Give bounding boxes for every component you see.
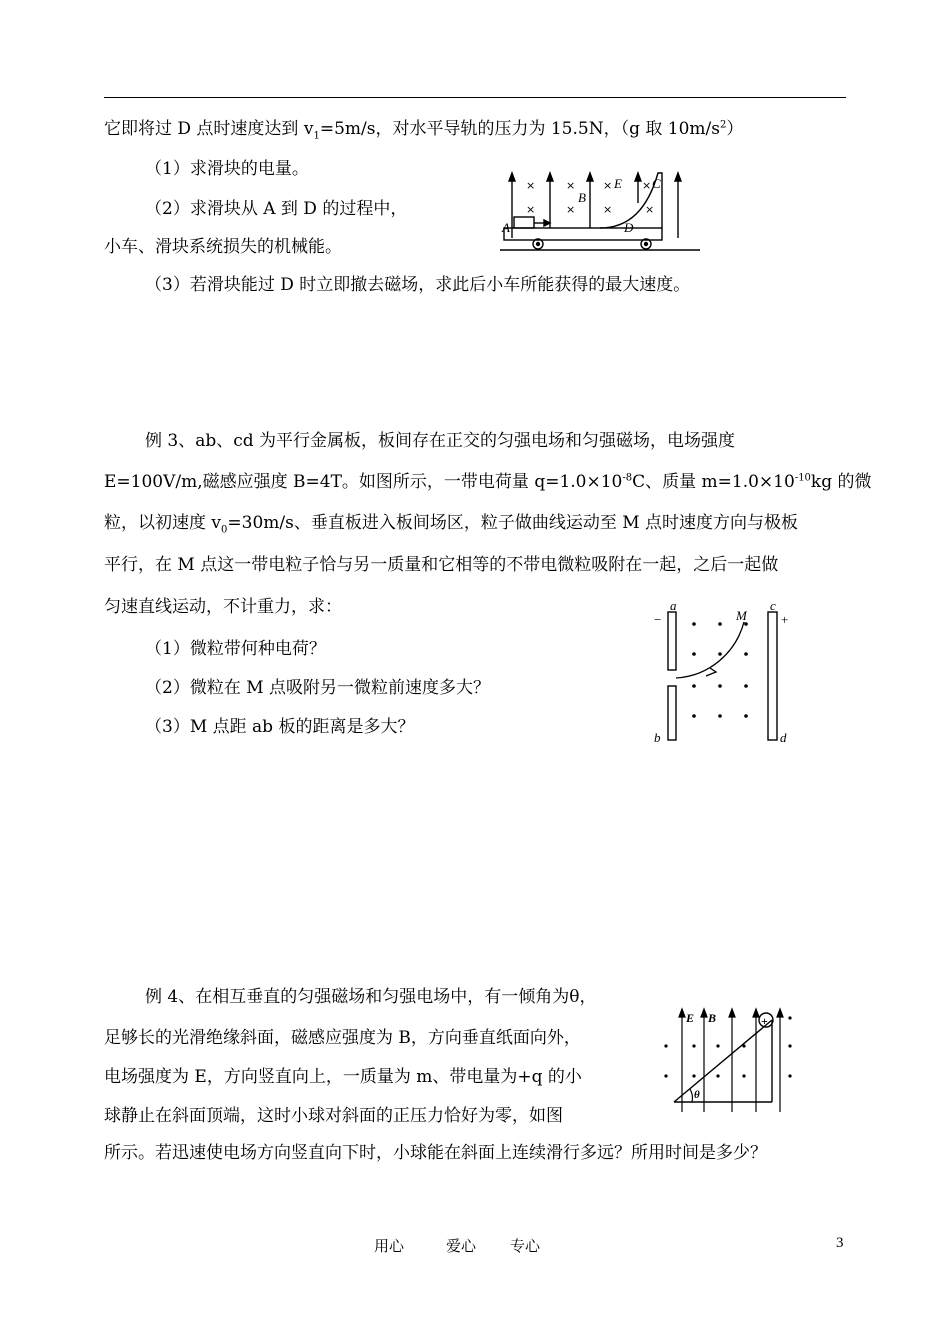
- footer-mid: 爱心: [446, 1237, 477, 1255]
- ex4-line-3: 电场强度为 E，方向竖直向上，一质量为 m、带电量为+q 的小: [104, 1067, 582, 1087]
- p1-line1: 它即将过 D 点时速度达到 $v_1=5m/s$，对水平导轨的压力为 15.5N，（g 取 $10m/s^2$）: [104, 119, 744, 142]
- footer-left: 用心: [374, 1237, 405, 1255]
- fig2-label-plus: +: [781, 612, 789, 627]
- p1-question-3: （3）若滑块能过 D 时立即撤去磁场，求此后小车所能获得的最大速度。: [145, 275, 691, 295]
- ex4-line-4: 球静止在斜面顶端，这时小球对斜面的正压力恰好为零，如图: [104, 1106, 563, 1126]
- p1-question-2: （2）求滑块从 A 到 D 的过程中，: [145, 199, 408, 219]
- ex4-line-2: 足够长的光滑绝缘斜面，磁感应强度为 B，方向垂直纸面向外，: [104, 1028, 581, 1048]
- fig1-label-E: E: [614, 176, 622, 191]
- fig3-label-E: E: [686, 1011, 695, 1025]
- ex3-line-5: 匀速直线运动，不计重力，求：: [104, 597, 342, 617]
- svg-text:×: ×: [526, 203, 536, 216]
- ex4-line-1: 例 4、在相互垂直的匀强磁场和匀强电场中，有一倾角为θ，: [145, 987, 597, 1007]
- ex3-line-3: 粒，以初速度 $v_0=30m/s$、垂直板进入板间场区，粒子做曲线运动至 M 点时速度方向与极板: [104, 513, 799, 536]
- fig1-label-B: B: [578, 190, 586, 205]
- svg-text:×: ×: [642, 179, 652, 192]
- svg-text:×: ×: [526, 179, 536, 192]
- ex3-line-2: E=100V/m,磁感应强度 B=4T。如图所示，一带电荷量 $q=1.0\times 10^{-8}C$、质量 $m=1.0\times 10^{-10}kg$ 的微: [104, 472, 872, 492]
- fig2-label-minus: −: [654, 612, 662, 627]
- svg-text:×: ×: [603, 179, 613, 192]
- svg-text:×: ×: [603, 203, 613, 216]
- fig2-label-d: d: [780, 730, 787, 744]
- ex3-question-2: （2）微粒在 M 点吸附另一微粒前速度多大？: [145, 678, 491, 698]
- ex3-line-4: 平行，在 M 点这一带电粒子恰与另一质量和它相等的不带电微粒吸附在一起，之后一起做: [104, 555, 779, 575]
- cart-track-figure: [500, 168, 700, 254]
- fig3-label-B: B: [708, 1011, 717, 1025]
- fig1-label-D: D: [624, 220, 634, 235]
- page-number: 3: [836, 1235, 844, 1251]
- ex3-question-1: （1）微粒带何种电荷？: [145, 639, 326, 659]
- fig2-label-c: c: [770, 602, 776, 613]
- incline-figure: [660, 1006, 795, 1122]
- ex4-line-5: 所示。若迅速使电场方向竖直向下时，小球能在斜面上连续滑行多远？所用时间是多少？: [104, 1143, 767, 1163]
- ex3-line-1: 例 3、ab、cd 为平行金属板，板间存在正交的匀强电场和匀强磁场，电场强度: [145, 431, 736, 451]
- footer-right: 专心: [510, 1237, 541, 1255]
- fig2-label-a: a: [670, 602, 677, 613]
- ex3-question-3: （3）M 点距 ab 板的距离是多大？: [145, 717, 415, 737]
- p1-question-2-cont: 小车、滑块系统损失的机械能。: [104, 237, 342, 257]
- svg-text:×: ×: [566, 179, 576, 192]
- fig1-label-A: A: [502, 220, 510, 235]
- svg-text:×: ×: [645, 203, 655, 216]
- fig2-label-b: b: [654, 730, 661, 744]
- p1-question-1: （1）求滑块的电量。: [145, 159, 309, 179]
- fig1-label-C: C: [652, 176, 661, 191]
- header-rule: [104, 97, 846, 98]
- fig3-label-theta: θ: [694, 1089, 700, 1101]
- parallel-plates-figure: [648, 602, 798, 744]
- svg-text:×: ×: [566, 203, 576, 216]
- fig3-label-charge: +: [761, 1014, 768, 1028]
- fig2-label-M: M: [736, 608, 747, 623]
